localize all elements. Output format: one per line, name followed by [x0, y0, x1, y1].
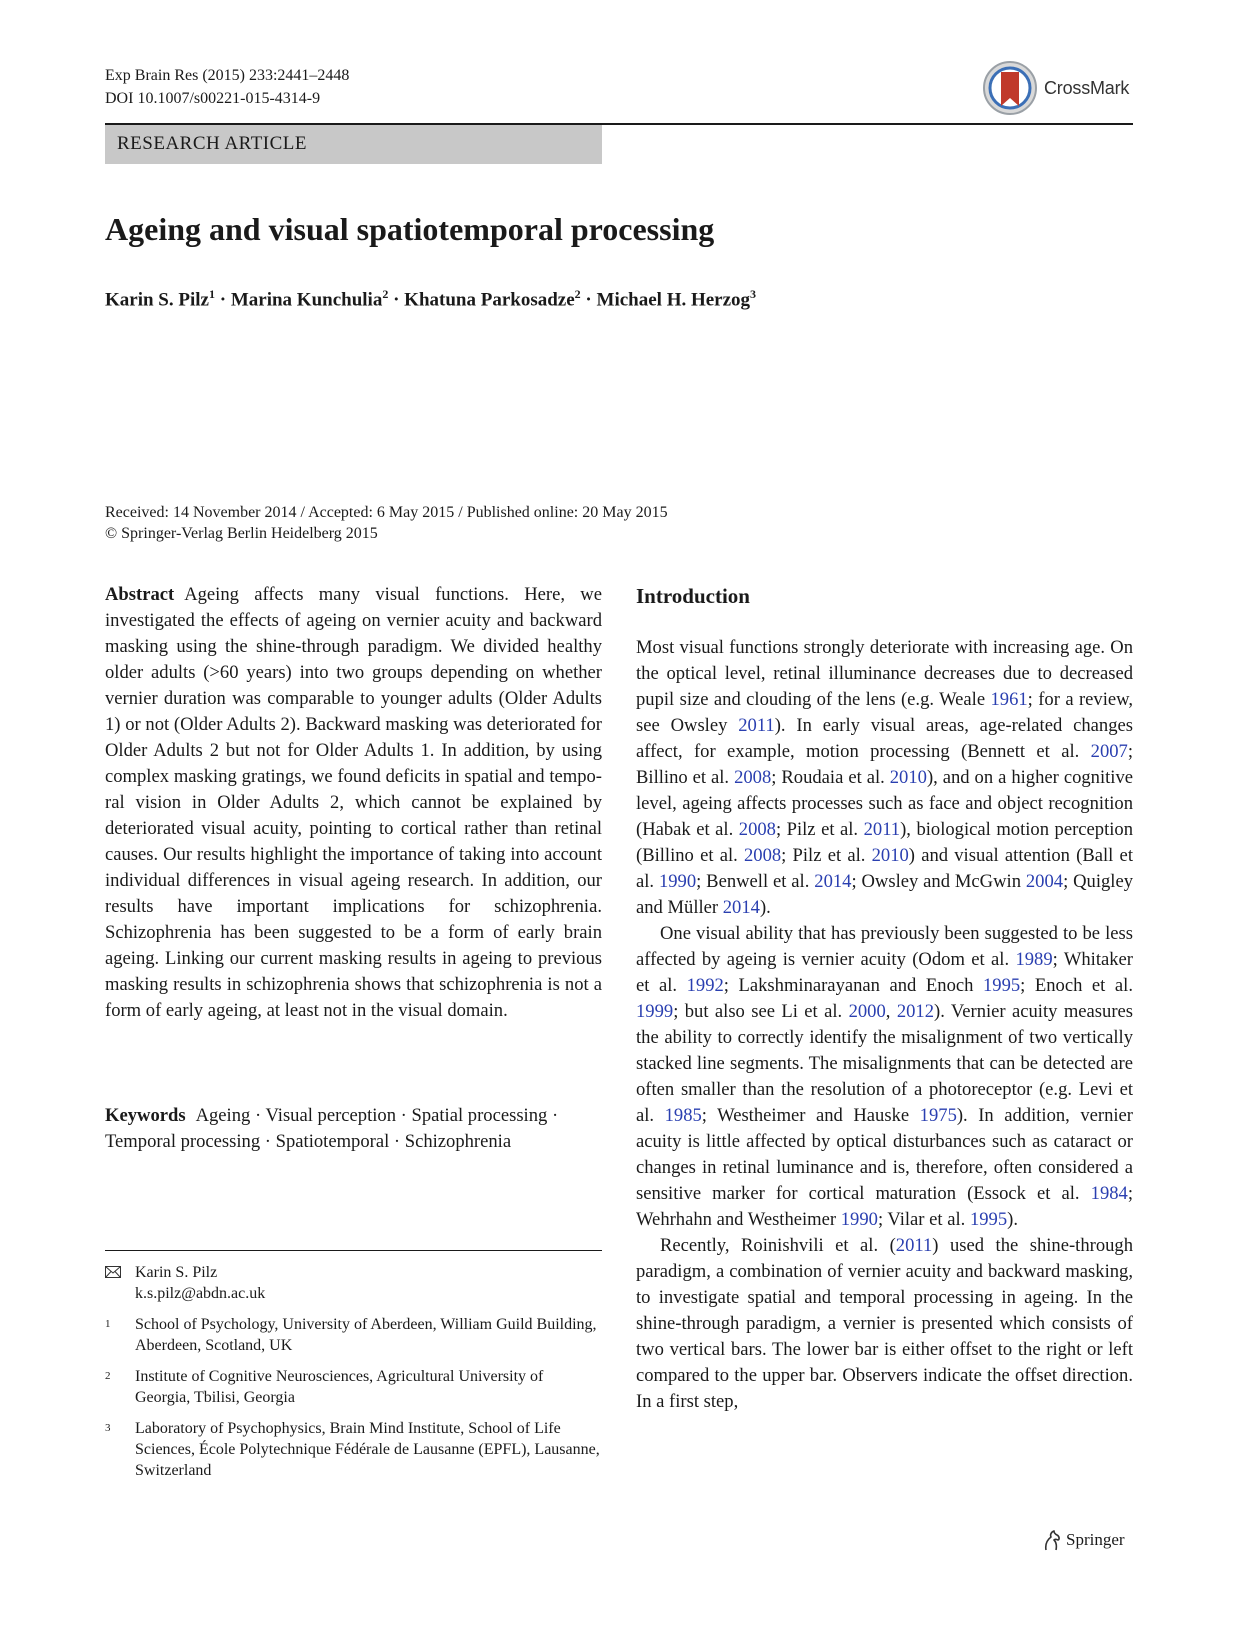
citation-link[interactable]: 1995 — [982, 975, 1021, 996]
intro-paragraph — [636, 921, 1133, 1233]
intro-text: ; Westheimer and Hauske — [701, 1105, 920, 1126]
author-separator: · — [214, 289, 231, 311]
intro-text: ). — [1007, 1209, 1018, 1230]
intro-text: ; Whitaker et al. — [636, 949, 1133, 996]
citation-link[interactable]: 1992 — [686, 975, 724, 996]
introduction-body — [636, 635, 1133, 1415]
intro-text: , — [885, 1001, 897, 1022]
affiliation-number: 1 — [105, 1318, 111, 1330]
intro-text: Recently, Roinishvili et al. ( — [660, 1235, 896, 1256]
intro-text: ). In early visual areas, age-related changes affect, for example, motion processing (Bennett et al. — [636, 715, 1133, 762]
author-separator: · — [580, 289, 597, 311]
springer-horse-icon — [1042, 1530, 1062, 1552]
contact-email[interactable]: k.s.pilz@abdn.ac.uk — [135, 1285, 266, 1302]
citation-link[interactable]: 2004 — [1025, 871, 1064, 892]
intro-text: ). — [759, 897, 771, 918]
affiliation-item — [105, 1418, 602, 1481]
intro-text: ). Vernier acuity measures the ability to correctly identify the misalignment of two vertically stacked line segments. The misalignments that can be detected are often smaller than the resolution of a photoreceptor (e.g. Levi et al. — [636, 1001, 1134, 1126]
affiliation-number: 3 — [105, 1422, 111, 1434]
citation-link[interactable]: 2012 — [896, 1001, 934, 1022]
article-title: Ageing and visual spatiotemporal processing — [105, 211, 715, 247]
copyright: © Springer-Verlag Berlin Heidelberg 2015 — [105, 525, 378, 542]
author-list — [105, 287, 756, 311]
citation-link[interactable]: 1985 — [664, 1105, 702, 1126]
citation-link[interactable]: 1990 — [658, 871, 697, 892]
publication-dates — [105, 502, 668, 544]
intro-text: ; Billino et al. — [636, 741, 1133, 788]
intro-text: One visual ability that has previously been suggested to be less affected by ageing is vernier acuity (Odom et al. — [636, 923, 1133, 970]
author-affiliation-marker: 2 — [574, 287, 581, 301]
citation-link[interactable]: 1984 — [1090, 1183, 1128, 1204]
citation-link[interactable]: 1961 — [990, 689, 1028, 710]
affiliation-item — [105, 1366, 602, 1408]
intro-text: ; Roudaia et al. — [771, 767, 890, 788]
citation-link[interactable]: 1990 — [840, 1209, 878, 1230]
affiliation-number: 2 — [105, 1370, 111, 1382]
author-name: Khatuna Parkosadze — [404, 289, 575, 311]
corresponding-author — [105, 1262, 602, 1304]
abstract-text: Ageing affects many visual functions. Here, we investigated the effects of ageing on vernier acuity and backward masking using the shine-through paradigm. We divided healthy older adults (>60 years) into two groups depending on whether vernier duration was comparable to younger adults (Older Adults 1) or not (Older Adults 2). Backward masking was deteriorated for Older Adults 2 but not for Older Adults 1. In addition, by using complex masking gratings, we found deficits in spatial and temporal vision in Older Adults 2, which cannot be explained by deteriorated visual acuity, pointing to cortical rather than retinal causes. Our results highlight the importance of taking into account individual differences in visual ageing research. In addition, our results have important implications for schizophrenia. Schizophrenia has been suggested to be a form of early brain ageing. Linking our current masking results in ageing to previous masking results in schizophrenia shows that schizophrenia is not a form of early ageing, at least not in the visual domain. — [105, 584, 602, 1021]
crossmark-icon — [982, 60, 1038, 116]
intro-text: ; but also see Li et al. — [673, 1001, 849, 1022]
affiliation-text: Institute of Cognitive Neurosciences, Agricultural University of Georgia, Tbilisi, Georgia — [135, 1368, 544, 1406]
citation-link[interactable]: 1999 — [636, 1001, 674, 1022]
citation-link[interactable]: 2007 — [1090, 741, 1128, 762]
citation-link[interactable]: 2011 — [895, 1235, 933, 1256]
intro-text: ; Pilz et al. — [781, 845, 872, 866]
intro-text: ), and on a higher cognitive level, ageing affects processes such as face and object recognition (Habak et al. — [636, 767, 1134, 840]
doi[interactable]: DOI 10.1007/s00221-015-4314-9 — [105, 90, 321, 107]
publisher-logo — [1042, 1530, 1137, 1554]
citation-link[interactable]: 2000 — [848, 1001, 886, 1022]
crossmark-label: CrossMark — [1044, 78, 1130, 98]
section-heading-introduction: Introduction — [636, 584, 750, 608]
citation-link[interactable]: 2010 — [889, 767, 927, 788]
intro-text: ; Wehrhahn and Westheimer — [636, 1183, 1133, 1230]
publisher-name: Springer — [1066, 1530, 1125, 1549]
keywords-text: Ageing · Visual perception · Spatial processing · Temporal processing · Spatiotemporal · Schizophrenia — [105, 1105, 559, 1152]
citation-link[interactable]: 1975 — [919, 1105, 957, 1126]
citation-link[interactable]: 2008 — [738, 819, 776, 840]
contact-name: Karin S. Pilz — [135, 1264, 218, 1281]
intro-text: ). In addition, vernier acuity is little affected by optical disturbances such as cataract or changes in retinal luminance and is, therefore, often considered a sensitive marker for cortical maturation (Essock et al. — [636, 1105, 1134, 1204]
intro-text: ) and visual attention (Ball et al. — [636, 845, 1133, 892]
citation-link[interactable]: 1989 — [1015, 949, 1053, 970]
citation-link[interactable]: 2011 — [738, 715, 775, 736]
journal-citation: Exp Brain Res (2015) 233:2441–2448 — [105, 67, 350, 84]
article-type-banner: RESEARCH ARTICLE — [105, 125, 602, 164]
affiliation-list — [105, 1314, 602, 1481]
intro-text: ; Enoch et al. — [1020, 975, 1133, 996]
received-accepted-published: Received: 14 November 2014 / Accepted: 6 May 2015 / Published online: 20 May 2015 — [105, 504, 668, 521]
keywords-label: Keywords — [105, 1105, 186, 1126]
citation-link[interactable]: 2014 — [814, 871, 852, 892]
citation-link[interactable]: 2010 — [871, 845, 909, 866]
affiliation-rule — [105, 1250, 602, 1251]
author-name: Michael H. Herzog — [596, 289, 751, 311]
intro-paragraph — [636, 635, 1133, 921]
intro-text: ), biological motion perception (Billino et al. — [636, 819, 1133, 866]
intro-text: ; Vilar et al. — [877, 1209, 970, 1230]
citation-link[interactable]: 2008 — [743, 845, 782, 866]
author-affiliation-marker: 3 — [750, 287, 757, 301]
author-affiliation-marker: 2 — [382, 287, 389, 301]
crossmark-badge[interactable] — [982, 60, 1132, 120]
citation-link[interactable]: 2008 — [734, 767, 772, 788]
author-name: Marina Kunchulia — [230, 289, 383, 311]
affiliations — [105, 1262, 602, 1491]
author-affiliation-marker: 1 — [208, 287, 215, 301]
intro-text: ) used the shine-through paradigm, a combination of vernier acuity and backward masking, to investigate spatial and temporal processing in ageing. In the shine-through paradigm, a vernier is presented which consists of two vertical bars. The lower bar is either offset to the right or left compared to the upper bar. Observers indicate the offset direction. In a first step, — [636, 1235, 1134, 1412]
journal-meta — [105, 64, 349, 110]
abstract-label: Abstract — [105, 584, 175, 605]
citation-link[interactable]: 2014 — [722, 897, 760, 918]
intro-text: ; Benwell et al. — [696, 871, 815, 892]
author-name: Karin S. Pilz — [105, 289, 209, 311]
intro-paragraph — [636, 1233, 1133, 1415]
intro-text: ; Lakshminarayanan and Enoch — [723, 975, 983, 996]
citation-link[interactable]: 1995 — [969, 1209, 1008, 1230]
affiliation-text: School of Psychology, University of Aberdeen, William Guild Building, Aberdeen, Scotland, UK — [135, 1316, 597, 1354]
intro-text: ; Quigley and Müller — [636, 871, 1134, 918]
intro-text: Most visual functions strongly deteriorate with increasing age. On the optical level, retinal illuminance decreases due to decreased pupil size and clouding of the lens (e.g. Weale — [636, 637, 1133, 710]
intro-text: ; for a review, see Owsley — [636, 689, 1133, 736]
citation-link[interactable]: 2011 — [863, 819, 901, 840]
affiliation-text: Laboratory of Psychophysics, Brain Mind Institute, School of Life Sciences, École Polytechnique Fédérale de Lausanne (EPFL), Lausanne, Switzerland — [135, 1420, 600, 1479]
author-separator: · — [388, 289, 405, 311]
keywords — [105, 1103, 602, 1155]
intro-text: ; Owsley and McGwin — [851, 871, 1026, 892]
affiliation-item — [105, 1314, 602, 1356]
abstract — [105, 582, 602, 1024]
intro-text: ; Pilz et al. — [775, 819, 864, 840]
